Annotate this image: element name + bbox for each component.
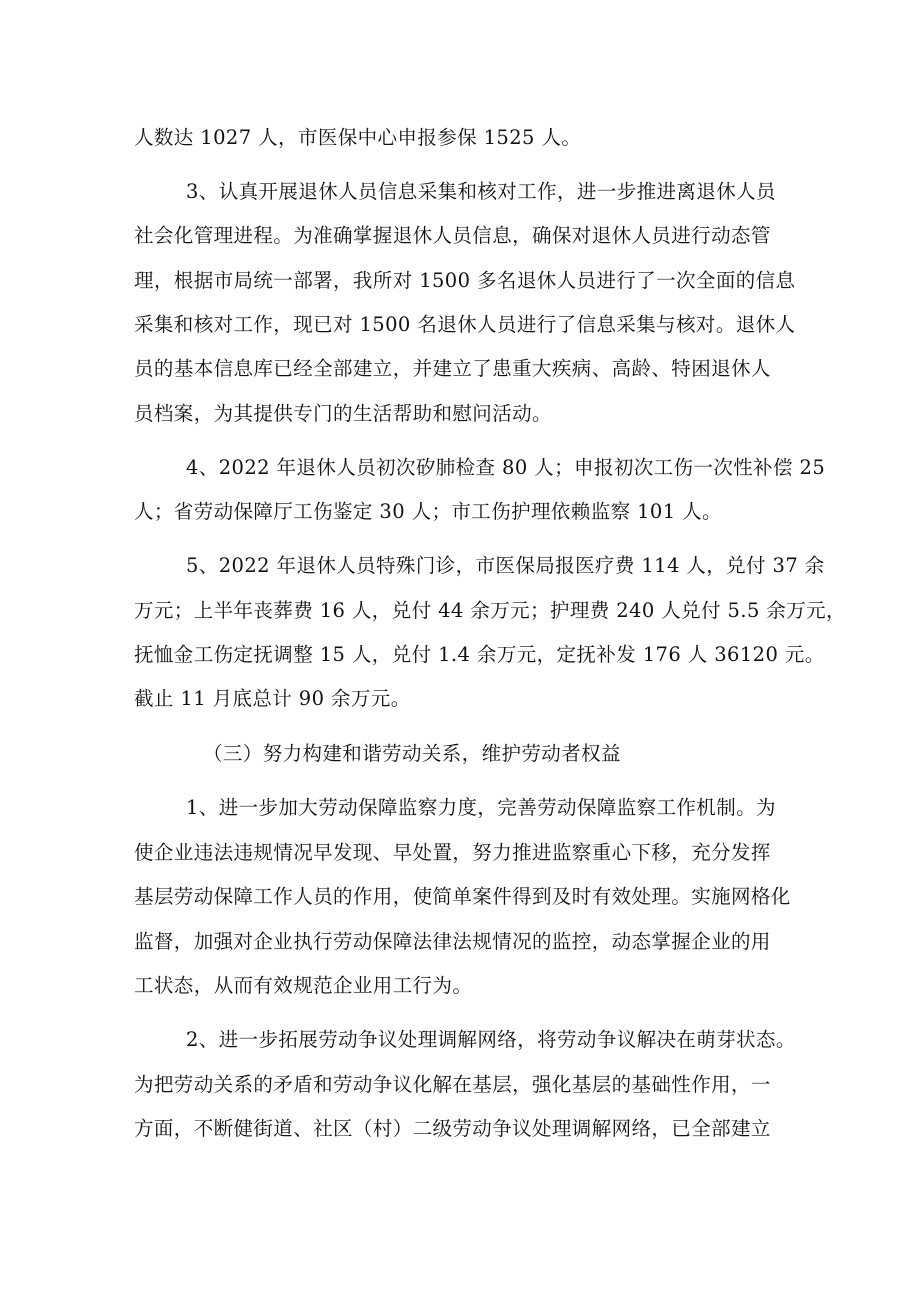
text-line: 抚恤金工伤定抚调整 15 人，兑付 1.4 余万元，定抚补发 176 人 36120 元。 [134, 643, 825, 666]
text-line: 基层劳动保障工作人员的作用，使简单案件得到及时有效处理。实施网格化 [134, 885, 791, 908]
text-line: 方面，不断健街道、社区（村）二级劳动争议处理调解网络，已全部建立 [134, 1117, 771, 1140]
text-line: 理，根据市局统一部署，我所对 1500 多名退休人员进行了一次全面的信息 [134, 269, 796, 292]
text-line: 4、2022 年退休人员初次矽肺检查 80 人；申报初次工伤一次性补偿 25 [186, 456, 826, 479]
text-line: 使企业违法违规情况早发现、早处置，努力推进监察重心下移，充分发挥 [134, 841, 771, 864]
text-line: 3、认真开展退休人员信息采集和核对工作，进一步推进离退休人员 [186, 180, 776, 203]
text-line: 人；省劳动保障厅工伤鉴定 30 人；市工伤护理依赖监察 101 人。 [134, 500, 722, 523]
text-line: 人数达 1027 人，市医保中心申报参保 1525 人。 [134, 126, 582, 149]
text-line: 工状态，从而有效规范企业用工行为。 [134, 974, 473, 997]
text-line: 采集和核对工作，现已对 1500 名退休人员进行了信息采集与核对。退休人 [134, 313, 796, 336]
text-line: 员档案，为其提供专门的生活帮助和慰问活动。 [134, 402, 552, 425]
text-line: 社会化管理进程。为准确掌握退休人员信息，确保对退休人员进行动态管 [134, 224, 771, 247]
section-heading: （三）努力构建和谐劳动关系，维护劳动者权益 [203, 742, 621, 765]
text-line: 5、2022 年退休人员特殊门诊，市医保局报医疗费 114 人，兑付 37 余 [186, 554, 825, 577]
text-line: 1、进一步加大劳动保障监察力度，完善劳动保障监察工作机制。为 [186, 796, 776, 819]
text-line: 为把劳动关系的矛盾和劳动争议化解在基层，强化基层的基础性作用，一 [134, 1073, 771, 1096]
text-line: 2、进一步拓展劳动争议处理调解网络，将劳动争议解决在萌芽状态。 [186, 1028, 796, 1051]
text-line: 员的基本信息库已经全部建立，并建立了患重大疾病、高龄、特困退休人 [134, 357, 771, 380]
text-line: 万元；上半年丧葬费 16 人，兑付 44 余万元；护理费 240 人兑付 5.5 余万元， [134, 599, 846, 622]
text-line: 截止 11 月底总计 90 余万元。 [134, 687, 411, 710]
text-line: 监督，加强对企业执行劳动保障法律法规情况的监控，动态掌握企业的用 [134, 930, 771, 953]
